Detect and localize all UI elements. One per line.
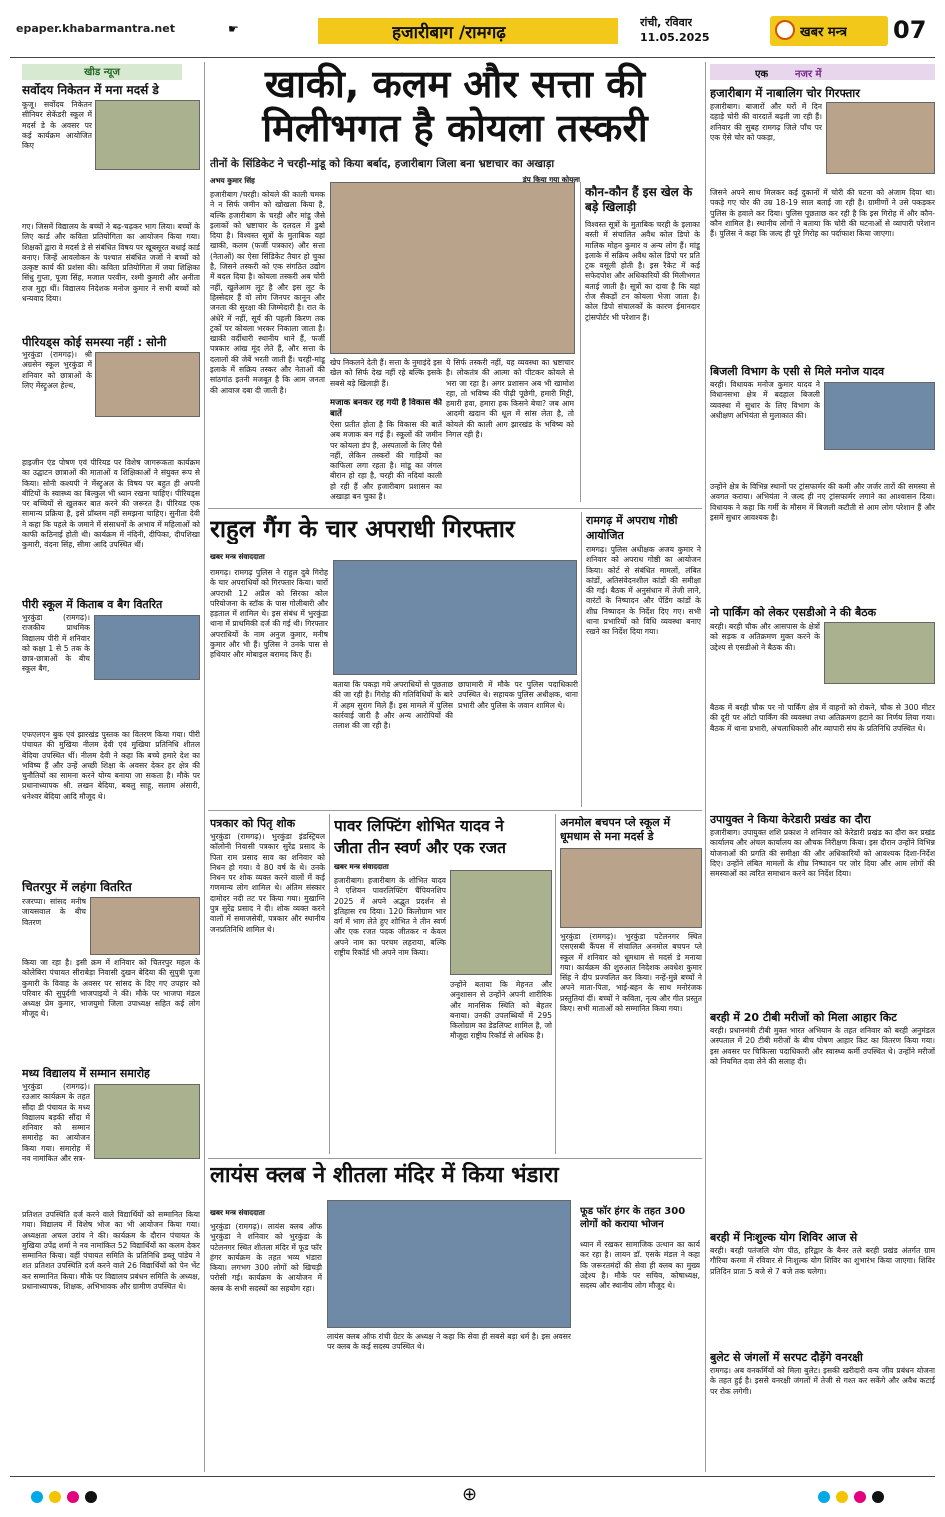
color-dot-cyan xyxy=(818,1491,830,1503)
power-body: हजारीबाग। हजारीबाग के शोभित यादव ने एशियन पावरलिफ्टिंग चैंपियनशिप 2025 में अपने अद्भुत प्रदर्शन से इतिहास रच दिया। 120 किलोग्राम भार वर्ग में भाग लेते हुए शोभित ने तीन स्वर्ण और एक रजत पदक जीतकर न केवल अपने नाम का परचम लहराया, बल्कि राष्ट्रीय रिकॉर्ड भी अपने नाम किया। xyxy=(334,876,446,958)
s4-intro: रजरप्पा। सांसद मनीष जायसवाल के बीच वितरण xyxy=(22,897,86,927)
crime-byline: खबर मन्त्र संवाददाता xyxy=(210,552,265,561)
power-byline: खबर मन्त्र संवाददाता xyxy=(334,862,389,871)
r1-title: हजारीबाग में नाबालिग चोर गिरफ्तार xyxy=(710,86,860,100)
r5-body: बरही। प्रधानमंत्री टीबी मुक्त भारत अभियान के तहत शनिवार को बरही अनुमंडल अस्पताल में 20 टीबी मरीजों के बीच पोषण आहार किट का वितरण किया गया। इस अवसर पर चिकित्सा पदाधिकारी और स्वास्थ्य कर्मी उपस्थित थे। उन्होंने मरीजों को नियमित दवा लेने की सलाह दी। xyxy=(710,1026,935,1066)
lead-headline-1: खाकी, कलम और सत्ता की xyxy=(264,62,646,106)
footer-color-marks-left xyxy=(28,1488,148,1504)
date-line-2: 11.05.2025 xyxy=(640,31,710,44)
footer-rule xyxy=(10,1476,935,1477)
s5-title: मध्य विद्यालय में सम्मान समारोह xyxy=(22,1067,150,1080)
play-title: अनमोल बचपन प्ले स्कूल में धूमधाम से मना मदर्स डे xyxy=(560,816,671,843)
lead-bottom-rule xyxy=(208,508,702,509)
edition-title: हजारीबाग /रामगढ़ xyxy=(392,23,506,43)
brand-logo-icon xyxy=(775,20,795,40)
left-section-label: खीड न्यूज xyxy=(22,64,182,80)
power-photo xyxy=(450,870,552,975)
s4-photo xyxy=(90,897,200,955)
s3-body: एफएलएन बुक एवं झारखंड पुस्तक का वितरण किया गया। पीरी पंचायत की मुखिया नीलम देवी एवं मुखिया प्रतिनिधि शीतल बेदिया उपस्थित थीं। नीलम देवी ने कहा कि बच्चे हमारे देश का भविष्य हैं और उन्हें अच्छी शिक्षा के अवसर देकर हर क्षेत्र की चुनौतियों का सामना करने योग्य बनाया जा सकता है। मौके पर प्रधानाध्यापक श्री. लखन बेदिया, बबलु साहू, सलाम अंसारी, धनेश्वर बेदिया आदि मौजूद थे। xyxy=(22,730,200,801)
cursor-icon: ☛ xyxy=(228,22,239,36)
r2-photo xyxy=(824,382,935,450)
header-bar xyxy=(0,0,945,58)
lions-body-3: ध्यान में रखकर सामाजिक उत्थान का कार्य कर रहा है। लायन डॉ. एसके मंडल ने कहा कि जरूरतमंदों की सेवा ही क्लब का मुख्य उद्देश्य है। मौके पर सचिव, कोषाध्यक्ष, सदस्य और स्थानीय लोग मौजूद थे। xyxy=(580,1240,700,1291)
s5-body: प्रतिशत उपस्थिति दर्ज करने वाले विद्यार्थियों को सम्मानित किया गया। विद्यालय में विशेष भोज का भी आयोजन किया गया। अध्यक्षता अचल उरांव ने की। कार्यक्रम के दौरान पंचायत के मुखिया उपेंद्र शर्मा ने नव नामांकित 52 विद्यार्थियों का कलम देकर सम्मानित किया। वहीं पंचायत समिति के प्रतिनिधि डब्लू पांडेय ने शत प्रतिशत उपस्थिति दर्ज करने वाले 26 विद्यार्थियों को पेन भेंट कर सम्मानित किया। मौके पर विद्यालय प्रबंधन समिति के अध्यक्ष, प्रधानाध्यापक, शिक्षक, अभिभावक और ग्रामीण उपस्थित थे। xyxy=(22,1210,200,1292)
power-body-2: उन्होंने बताया कि मेहनत और अनुशासन से उन्होंने अपनी शारीरिक और मानसिक स्थिति को बेहतर बनाया। उनकी उपलब्धियों में 295 किलोग्राम का डेडलिफ्ट शामिल है, जो मौजूदा राष्ट्रीय रिकॉर्ड से अधिक है। xyxy=(450,980,552,1041)
lions-photo xyxy=(327,1200,571,1328)
s5-intro: भुरकुंडा (रामगढ़)। रउआर कार्यक्रम के तहत सौंदा डी पंचायत के मध्य विद्यालय बड़की सौंदा में शनिवार को सम्मान समारोह का आयोजन किया गया। समारोह में नव नामांकित और सत्र- xyxy=(22,1082,90,1164)
power-title-1: पावर लिफ्टिंग शोभित यादव ने xyxy=(334,817,504,835)
lions-headline: लायंस क्लब ने शीतला मंदिर में किया भंडारा xyxy=(210,1163,559,1188)
s3-title: पीरी स्कूल में किताब व बैग वितरित xyxy=(22,598,163,611)
date-line-1: रांची, रविवार xyxy=(640,16,693,29)
lead-body-4: ये सिर्फ तस्करी नहीं, यह व्यवस्था का भ्रष्टाचार है। लोकतंत्र की आत्मा को पीटकर कोयले से भरा जा रहा है। अगर प्रशासन अब भी खामोश रहा, तो भविष्य की पीढ़ी पूछेगी, हमारी मिट्टी, हमारी हवा, हमारा हक किसने बेचा? जब आम आदमी खदान की धूल में सांस लेता है, तो कोयले की काली आग झारखंड के भविष्य को निगल रही है। xyxy=(446,358,574,440)
lead-photo xyxy=(330,182,575,354)
brand-name: खबर मन्त्र xyxy=(800,25,848,40)
r3-intro: बरही। बरही चौक और आसपास के क्षेत्रों को सड़क व अतिक्रमण मुक्त करने के उद्देश्य से एसडीओ ने बैठक की। xyxy=(710,622,820,652)
r3-photo xyxy=(824,622,935,684)
footer-color-marks-right xyxy=(815,1488,935,1504)
s4-body: किया जा रहा है। इसी क्रम में शनिवार को चितरपुर महल के कोलेबिरा पंचायत सीराबेड़ा निवासी दुखन बेदिया की सुपुत्री पूजा कुमारी के विवाह के अवसर पर सांसद के दिए गए उपहार को परिवार की सुपुर्दगी भाजपाइयों ने की। मौके पर भाजपा मंडल अध्यक्ष प्रेम कुमार, भाजयुमो जिला उपाध्यक्ष सहित कई लोग मौजूद थे। xyxy=(22,958,200,1019)
page-number: 07 xyxy=(893,16,927,44)
lead-subhead: तीनों के सिंडिकेट ने चरही-मांडू को किया बर्बाद, हजारीबाग जिला बना भ्रष्टाचार का अखाड़ा xyxy=(210,158,555,170)
r2-title: बिजली विभाग के एसी से मिले मनोज यादव xyxy=(710,365,885,378)
lead-body-1: हजारीबाग /चरही। कोयले की काली चमक ने न सिर्फ जमीन को खोखला किया है, बल्कि हजारीबाग के चरही और मांडू जैसे इलाकों को भ्रष्टाचार के दलदल में डुबो दिया है। विश्वस्त सूत्रों के मुताबिक यहां खाकी, कलम (फर्जी पत्रकार) और सत्ता (नेताओं) का ऐसा सिंडिकेट तैयार हो चुका है, जिसने तस्करी को एक संगठित उद्योग में बदल दिया है। कोयला तस्करी अब चोरी नहीं, खुलेआम लूट है और इस लूट के हिस्सेदार हैं वो लोग जिनपर कानून और जनता की सुरक्षा की जिम्मेदारी है। रात के अंधेरे में नहीं, सूर्य की पहली किरण तक ट्रकों पर कोयला भरकर निकाला जाता है। खाकी वर्दीधारी स्थानीय थाने हैं, फर्जी पत्रकार आंख मूंद लेते हैं, और सत्ता के दलालों की जेबें भरती जाती हैं। चरही-मांडू इलाके में सक्रिय तस्कर और नेताओं की सांठगांठ इतनी मजबूत है कि आम जनता की आवाज दबा दी जाती है। xyxy=(210,190,325,395)
lead-box-body: विश्वस्त सूत्रों के मुताबिक चरही के इलाका बस्ती में संचालित अवैध कोल डिपो के मालिक मोहन कुमार व अन्य लोग हैं। मांडू इलाके में सक्रिय अवैध कोल डिपो पर प्रति ट्रक वसूली होती है। इस रैकेट में कई सफेदपोश और अधिकारियों की मिलीभगत बताई जाती है। सूत्रों का दावा है कि यहां रोज सैकड़ों टन कोयला भेजा जाता है। कोल डिपो संचालकों के कारण ईमानदार ट्रांसपोर्टर भी परेशान हैं। xyxy=(585,220,700,322)
r6-title: बरही में निःशुल्क योग शिविर आज से xyxy=(710,1231,858,1244)
r4-body: हजारीबाग। उपायुक्त शशि प्रकाश ने शनिवार को केरेडारी प्रखंड का दौरा कर प्रखंड कार्यालय और अंचल कार्यालय का औचक निरीक्षण किया। इस दौरान उन्होंने विभिन्न योजनाओं की प्रगति की समीक्षा की और अधिकारियों को आवश्यक दिशा-निर्देश दिए। उन्होंने लंबित मामलों के शीघ्र निष्पादन पर जोर दिया और आम लोगों की समस्याओं का त्वरित समाधान करने का निर्देश दिया। xyxy=(710,828,935,879)
r1-body: जिसने अपने साथ मिलकर कई दुकानों में चोरी की घटना को अंजाम दिया था। पकड़े गए चोर की उम्र 18-19 साल बताई जा रही है। ग्रामीणों ने उसे पकड़कर पुलिस के हवाले कर दिया। पुलिस पूछताछ कर रही है कि इस गिरोह में और कौन-कौन शामिल है। स्थानीय लोगों ने बताया कि चोरी की घटनाओं से व्यापारी परेशान हैं। पुलिस ने कहा कि जल्द ही पूरे गिरोह का पर्दाफाश किया जाएगा। xyxy=(710,188,935,239)
obit-body: भुरकुंडा (रामगढ़)। भुरकुंडा इंडस्ट्रियल कॉलोनी निवासी पत्रकार सुरेंद्र प्रसाद के पिता राम प्रसाद साव का शनिवार को निधन हो गया। वे 80 वर्ष के थे। उनके निधन पर शोक व्यक्त करने वालों में कई गणमान्य लोग शामिल थे। अंतिम संस्कार दामोदर नदी तट पर किया गया। मुखाग्नि पुत्र सुरेंद्र प्रसाद ने दी। शोक व्यक्त करने वालों में समाजसेवी, पत्रकार और स्थानीय जनप्रतिनिधि शामिल थे। xyxy=(210,832,325,934)
lions-byline: खबर मन्त्र संवाददाता xyxy=(210,1208,265,1217)
lead-sub-title: मजाक बनकर रह गयी है विकास की बातें xyxy=(330,398,442,419)
r2-body: उन्होंने क्षेत्र के विभिन्न स्थानों पर ट्रांसफार्मर की कमी और जर्जर तारों की समस्या से अवगत कराया। अभियंता ने जल्द ही नए ट्रांसफार्मर लगाने का आश्वासन दिया। विधायक ने कहा कि गर्मी के मौसम में बिजली कटौती से आम लोग परेशान हैं और इसमें सुधार आवश्यक है। xyxy=(710,482,935,522)
color-dot-yellow xyxy=(49,1491,61,1503)
s2-body: हाइजीन एंड पोषण एवं पीरियड पर विशेष जागरूकता कार्यक्रम का उद्घाटन छात्राओं की माताओं व शिक्षिकाओं ने संयुक्त रूप से किया। सोनी कश्यपी ने मेंस्ट्रुअल के विषय पर बहुत ही अपनी बीटियों के स्वास्थ्य का बिल्कुल भी ध्यान रखना चाहिए। पीरियड्स पर बच्चियों से खुलकर बात करने की जरूरत है। पीरियड एक सामान्य प्रक्रिया है, इसे प्रॉब्लम नहीं समझना चाहिए। सुनीता देवी ने कहा कि पहले के जमाने में संसाधनों के अभाव में महिलाओं को काफी कठिनाई होती थी। कार्यक्रम में नंदिनी, दीपिका, दीपशिखा कुमारी, वंदना सिंह, सीमा आदि उपस्थित थीं। xyxy=(22,458,200,550)
play-photo xyxy=(560,848,702,928)
color-dot-magenta xyxy=(854,1491,866,1503)
r7-title: बुलेट से जंगलों में सरपट दौड़ेंगे वनरक्षी xyxy=(710,1351,863,1364)
lead-photo-caption: डंप किया गया कोयला xyxy=(522,175,580,184)
crime-divider xyxy=(581,512,582,807)
color-dot-black xyxy=(872,1491,884,1503)
s5-photo xyxy=(94,1084,200,1159)
lead-body-2: खेप निकलने देती हैं। सत्ता के नुमाइंदे इस खेल को सिर्फ देख नहीं रहे बल्कि इसके सबसे बड़े खिलाड़ी हैं। xyxy=(330,358,442,388)
lions-body-1: भुरकुंडा (रामगढ़)। लायंस क्लब ऑफ भुरकुंडा ने शनिवार को भुरकुंडा के पटेलनगर स्थित शीतला मंदिर में फूड फॉर हंगर कार्यक्रम के तहत भव्य भंडारा किया। लगभग 300 लोगों को खिचड़ी परोसी गई। कार्यक्रम के आयोजन में क्लब के सभी सदस्यों का सहयोग रहा। xyxy=(210,1222,322,1293)
color-dot-yellow xyxy=(836,1491,848,1503)
color-dot-cyan xyxy=(31,1491,43,1503)
right-section-label: नजर में xyxy=(795,69,822,80)
lions-side-title: फूड फॉर हंगर के तहत 300 लोगों को कराया भोजन xyxy=(580,1206,686,1230)
r3-title: नो पार्किंग को लेकर एसडीओ ने की बैठक xyxy=(710,606,877,619)
obit-title: पत्रकार को पितृ शोक xyxy=(210,817,296,830)
right-col-divider xyxy=(705,62,706,1472)
obit-divider xyxy=(329,814,330,1154)
r3-body: बैठक में बरही चौक पर नो पार्किंग क्षेत्र में वाहनों को रोकने, चौक से 300 मीटर की दूरी पर ऑटो पार्किंग की व्यवस्था तथा अतिक्रमण हटाने का निर्णय लिया गया। बैठक में थाना प्रभारी, अंचलाधिकारी और व्यापारी संघ के प्रतिनिधि उपस्थित थे। xyxy=(710,703,935,733)
lead-headline-2: मिलीभगत है कोयला तस्करी xyxy=(262,106,648,150)
s2-photo xyxy=(95,352,200,417)
crime-body-2: बताया कि पकड़ा गये अपराधियों से पूछताछ की जा रही है। गिरोह की गतिविधियों के बारे में अहम सुराग मिले हैं। इस मामले में पुलिस कार्रवाई जारी है और अन्य आरोपियों की तलाश की जा रही है। xyxy=(333,680,453,731)
play-body: भुरकुंडा (रामगढ़)। भुरकुंडा पटेलनगर स्थित एसएसबी कैंपस में संचालित अनमोल बचपन प्ले स्कूल में शनिवार को धूमधाम से मदर्स डे मनाया गया। कार्यक्रम की शुरुआत निदेशक अवधेश कुमार सिंह ने दीप प्रज्वलित कर किया। नन्हें-मुन्ने बच्चों ने अपने माता-पिता, भाई-बहन के साथ मनोरंजक प्रस्तुतियां दीं। बच्चों ने कविता, नृत्य और गीत प्रस्तुत किए। सभी माताओं को सम्मानित किया गया। xyxy=(560,932,702,1014)
r7-body: रामगढ़। अब वनकर्मियों को मिला बुलेट। इसकी खरीदारी वन्य जीव प्रबंधन योजना के तहत हुई है। इससे वनरक्षी जंगलों में तेजी से गश्त कर सकेंगे और अवैध कटाई पर रोक लगेगी। xyxy=(710,1366,935,1396)
s3-intro: भुरकुंडा (रामगढ़)। राजकीय प्राथमिक विद्यालय पीरी में शनिवार को कक्षा 1 से 5 तक के छात्र-छात्राओं के बीच स्कूल बैग, xyxy=(22,613,90,674)
power-title-2: जीता तीन स्वर्ण और एक रजत xyxy=(334,839,506,857)
s3-photo xyxy=(94,615,200,680)
left-col-divider xyxy=(204,62,205,1472)
s1-title: सर्वोदय निकेतन में मना मदर्स डे xyxy=(22,83,159,97)
r6-body: बरही। बरही पतंजलि योग पीठ, हरिद्वार के बैनर तले बरही प्रखंड अंतर्गत ग्राम गौरिया करमा में रविवार से निःशुल्क योग शिविर का शुभारंभ किया जाएगा। शिविर प्रतिदिन प्रातः 5 बजे से 7 बजे तक चलेगा। xyxy=(710,1246,935,1276)
crime-bottom-rule xyxy=(208,810,702,811)
power-divider xyxy=(555,814,556,1154)
s1-photo xyxy=(95,100,200,170)
lead-byline: अभय कुमार सिंह xyxy=(210,176,255,185)
lead-box-title: कौन-कौन हैं इस खेल के बड़े खिलाड़ी xyxy=(585,185,693,214)
r4-title: उपायुक्त ने किया केरेडारी प्रखंड का दौरा xyxy=(710,813,871,826)
s2-title: पीरियड्स कोई समस्या नहीं : सोनी xyxy=(22,335,167,349)
color-dot-magenta xyxy=(67,1491,79,1503)
crime-headline: राहुल गैंग के चार अपराधी गिरफ्तार xyxy=(210,515,515,543)
right-section-box xyxy=(710,64,935,80)
r5-title: बरही में 20 टीबी मरीजों को मिला आहार किट xyxy=(710,1011,897,1024)
registration-mark-icon: ⊕ xyxy=(462,1484,478,1505)
color-dot-black xyxy=(85,1491,97,1503)
r1-photo xyxy=(826,102,935,174)
mid-bottom-rule xyxy=(208,1158,702,1159)
r1-intro: हजारीबाग। बाजारों और घरों में दिन दहाड़े चोरी की वारदातें बढ़ती जा रही हैं। शनिवार की सुबह रामगढ़ जिले पाँच पर एक ऐसे चोर को पकड़ा, xyxy=(710,102,822,142)
goshthi-body: रामगढ़। पुलिस अधीक्षक अजय कुमार ने शनिवार को अपराध गोष्ठी का आयोजन किया। कोर्ट से संबंधित मामलों, लंबित कांडों, अतिसंवेदनशील कांडों की समीक्षा की गई। बैठक में अनुसंधान में तेजी लाने, वारंटों के निष्पादन और पेंडिंग कांडों के शीघ्र निष्पादन के निर्देश दिए गए। सभी थाना प्रभारियों को विधि व्यवस्था बनाए रखने का निर्देश दिया गया। xyxy=(586,545,701,637)
header-divider xyxy=(10,57,935,58)
s4-title: चितरपुर में लहंगा वितरित xyxy=(22,880,132,894)
s1-body: गए। जिसमें विद्यालय के बच्चों ने बढ़-चढ़कर भाग लिया। बच्चों के लिए कार्ड और कविता प्रतियोगिता का आयोजन किया गया। शिक्षकों द्वारा वे मदर्स डे से संबंधित विषय पर खूबसूरत बधाई कार्ड बनाए। जिन्हें आवलोकन के पश्चात संबंधित जजों ने बच्चों को उत्कृष्ट कार्य की प्रशंसा की। कविता प्रतियोगिता में जया शिक्षिका सिंधु गुप्ता, पूजा सिंह, मजाल परवीन, रश्मी कुमारी और अनीता राज मुद्दा थीं। विद्यालय निदेशक मनोज कुमार ने सभी बच्चों को धन्यवाद दिया। xyxy=(22,222,200,304)
goshthi-title: रामगढ़ में अपराध गोष्ठी आयोजित xyxy=(586,514,678,542)
crime-photo xyxy=(333,560,577,675)
lead-box-divider xyxy=(580,182,581,502)
crime-body-3: छापामारी में मौके पर पुलिस पदाधिकारी उपस्थित थे। सहायक पुलिस अधीक्षक, थाना प्रभारी और पुलिस के जवान शामिल थे। xyxy=(458,680,578,710)
r2-intro: बरही। विधायक मनोज कुमार यादव ने विधानसभा क्षेत्र में बदहाल बिजली व्यवस्था में सुधार के लिए विभाग के अधीक्षण अभियंता से मुलाकात की। xyxy=(710,380,820,420)
site-url[interactable]: epaper.khabarmantra.net xyxy=(16,22,175,35)
lions-body-2: लायंस क्लब ऑफ रांची ग्रेटर के अध्यक्ष ने कहा कि सेवा ही सबसे बड़ा धर्म है। इस अवसर पर क्लब के कई सदस्य उपस्थित थे। xyxy=(327,1332,571,1352)
s2-intro: भुरकुंडा (रामगढ़)। श्री अग्रसेन स्कूल भुरकुंडा में शनिवार को छात्राओं के लिए मेंस्ट्रुअल हेल्थ, xyxy=(22,350,92,390)
lead-body-3: ऐसा प्रतीत होता है कि विकास की बातें अब मजाक बन गई हैं। स्कूलों की जमीन पर कोयला डंप है, अस्पतालों के लिए पैसे नहीं, लेकिन तस्करों की गाड़ियों का काफिला लगा रहता है। मांडू का जंगल बीरान हो रहा है, चरही की नदियां काली हो रही हैं और हजारीबाग प्रशासन का अखाड़ा बन चुका है। xyxy=(330,420,442,502)
right-section-pre: एक xyxy=(755,69,769,80)
s1-intro: कूजू। सर्वोदय निकेतन सीनियर सेकेंडरी स्कूल में मदर्स डे के अवसर पर कई कार्यक्रम आयोजित किए xyxy=(22,100,92,151)
crime-body-1: रामगढ़। रामगढ़ पुलिस ने राहुल दुबे गिरोह के चार अपराधियों को गिरफ्तार किया। चारों अपराधी 12 अप्रैल को सिरका कोल परियोजना के स्टॉक के पास गोलीबारी और हड़ताल में शामिल थे। इस संबंध में भुरकुंडा थाना में प्राथमिकी दर्ज की गई थी। गिरफ्तार अपराधियों के नाम अनुज कुमार, मनीष कुमार और भी हैं। पुलिस ने उनके पास से हथियार और मोबाइल बरामद किए हैं। xyxy=(210,568,328,660)
